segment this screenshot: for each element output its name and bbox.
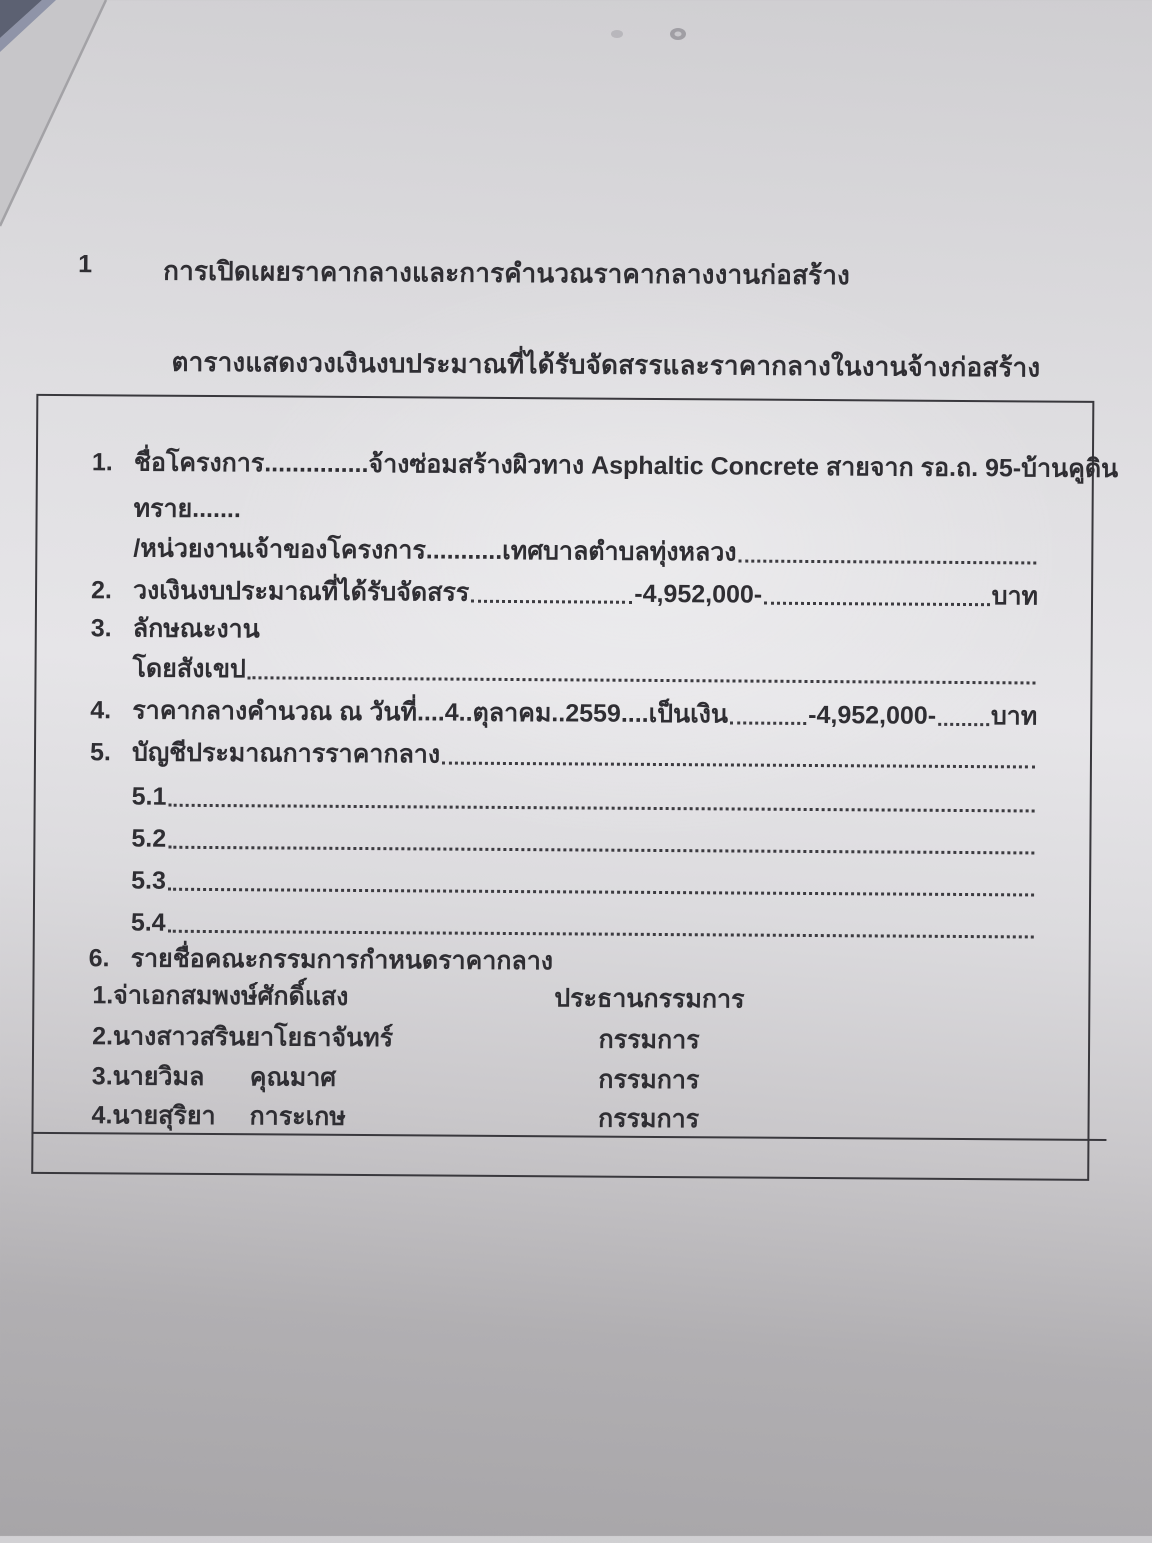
dotted-leader <box>168 846 1034 855</box>
dotted-leader <box>471 600 632 604</box>
item4-amount: -4,952,000- <box>808 700 937 730</box>
item5-estimate-line <box>132 735 1037 775</box>
committee-member-name: 1.จ่าเอกสมพงษ์ <box>92 981 258 1011</box>
committee-member-name: 3.นายวิมล <box>91 1062 205 1091</box>
committee-member-position: กรรมการ <box>598 1065 700 1095</box>
committee-member-position: ประธานกรรมการ <box>554 984 745 1014</box>
dotted-leader <box>938 723 989 726</box>
item5-sub-line <box>131 905 1036 945</box>
item4-label: ราคากลางคำนวณ ณ วันที่ <box>132 696 418 727</box>
item1-project-line <box>133 445 1119 485</box>
item1-number: 1. <box>91 448 113 477</box>
item5-number: 5. <box>89 738 111 767</box>
item5-sub3: 5.3 <box>131 866 167 895</box>
item5-label: บัญชีประมาณการราคากลาง <box>131 738 441 769</box>
budget-disclosure-table <box>31 394 1119 1181</box>
item3-brief-line <box>132 651 1037 691</box>
document-subtitle: ตารางแสดงวงเงินงบประมาณที่ได้รับจัดสรรและราคากลางในงานจ้างก่อสร้าง <box>171 346 1041 383</box>
item4-unit: บาท <box>990 702 1038 731</box>
item2-number: 2. <box>90 576 113 605</box>
committee-member-name: 2.นางสาวสรินยา <box>92 1022 275 1052</box>
dotted-leader <box>764 602 989 606</box>
item3-brief-label: โดยสังเขป <box>132 654 246 684</box>
item5-sub-line <box>132 779 1037 819</box>
committee-member-position: กรรมการ <box>597 1104 700 1134</box>
item2-budget-line <box>133 573 1038 613</box>
committee-member-surname: การะเกษ <box>249 1102 346 1131</box>
item5-sub1: 5.1 <box>131 782 167 811</box>
item6-label: รายชื่อคณะกรรมการกำหนดราคากลาง <box>130 944 554 976</box>
item3-label: ลักษณะงาน <box>132 614 260 644</box>
item2-label: วงเงินงบประมาณที่ได้รับจัดสรร <box>132 576 470 607</box>
committee-member-position: กรรมการ <box>598 1025 700 1055</box>
item3-number: 3. <box>90 614 112 643</box>
committee-row <box>92 1059 1035 1099</box>
committee-member-surname: ศักดิ์แสง <box>257 982 349 1011</box>
item5-sub2: 5.2 <box>131 824 167 853</box>
dotted-leader <box>442 762 1035 769</box>
committee-row <box>92 978 1035 1018</box>
item4-number: 4. <box>90 696 112 725</box>
item2-unit: บาท <box>991 582 1039 611</box>
item1-owner-value: เทศบาลตำบลทุ่งหลวง <box>502 536 737 567</box>
item1-owner-line <box>133 531 1038 571</box>
dotted-leader <box>738 560 1036 565</box>
item6-number: 6. <box>88 944 110 973</box>
dotted-leader <box>168 930 1034 939</box>
committee-member-surname: โยธาจันทร์ <box>274 1023 394 1053</box>
item2-amount: -4,952,000- <box>634 579 763 609</box>
item5-sub-line <box>131 821 1036 861</box>
document-title: การเปิดเผยราคากลางและการคำนวณราคากลางงานก่อสร้าง <box>163 255 851 291</box>
item4-price-line <box>132 693 1037 733</box>
dotted-leader <box>730 721 806 725</box>
item1-project-name: จ้างซ่อมสร้างผิวทาง Asphaltic Concrete สายจาก รอ.ถ. 95-บ้านคูดิน <box>368 450 1119 484</box>
item5-sub-line <box>131 863 1036 903</box>
committee-member-surname: คุณมาศ <box>249 1063 337 1092</box>
item1-project-name-cont: ทราย....... <box>133 494 241 524</box>
committee-member-name: 4.นายสุริยา <box>91 1101 216 1131</box>
dotted-leader <box>248 676 1036 684</box>
item5-sub4: 5.4 <box>130 908 166 937</box>
committee-row <box>92 1019 1035 1059</box>
item1-owner-label: /หน่วยงานเจ้าของโครงการ........... <box>133 534 503 565</box>
dotted-leader <box>168 804 1034 813</box>
item4-date: ....4..ตุลาคม..2559....เป็นเงิน <box>416 698 729 729</box>
page-number: 1 <box>78 250 93 279</box>
dotted-leader <box>168 888 1034 897</box>
item1-label: ชื่อโครงการ............... <box>133 448 369 479</box>
